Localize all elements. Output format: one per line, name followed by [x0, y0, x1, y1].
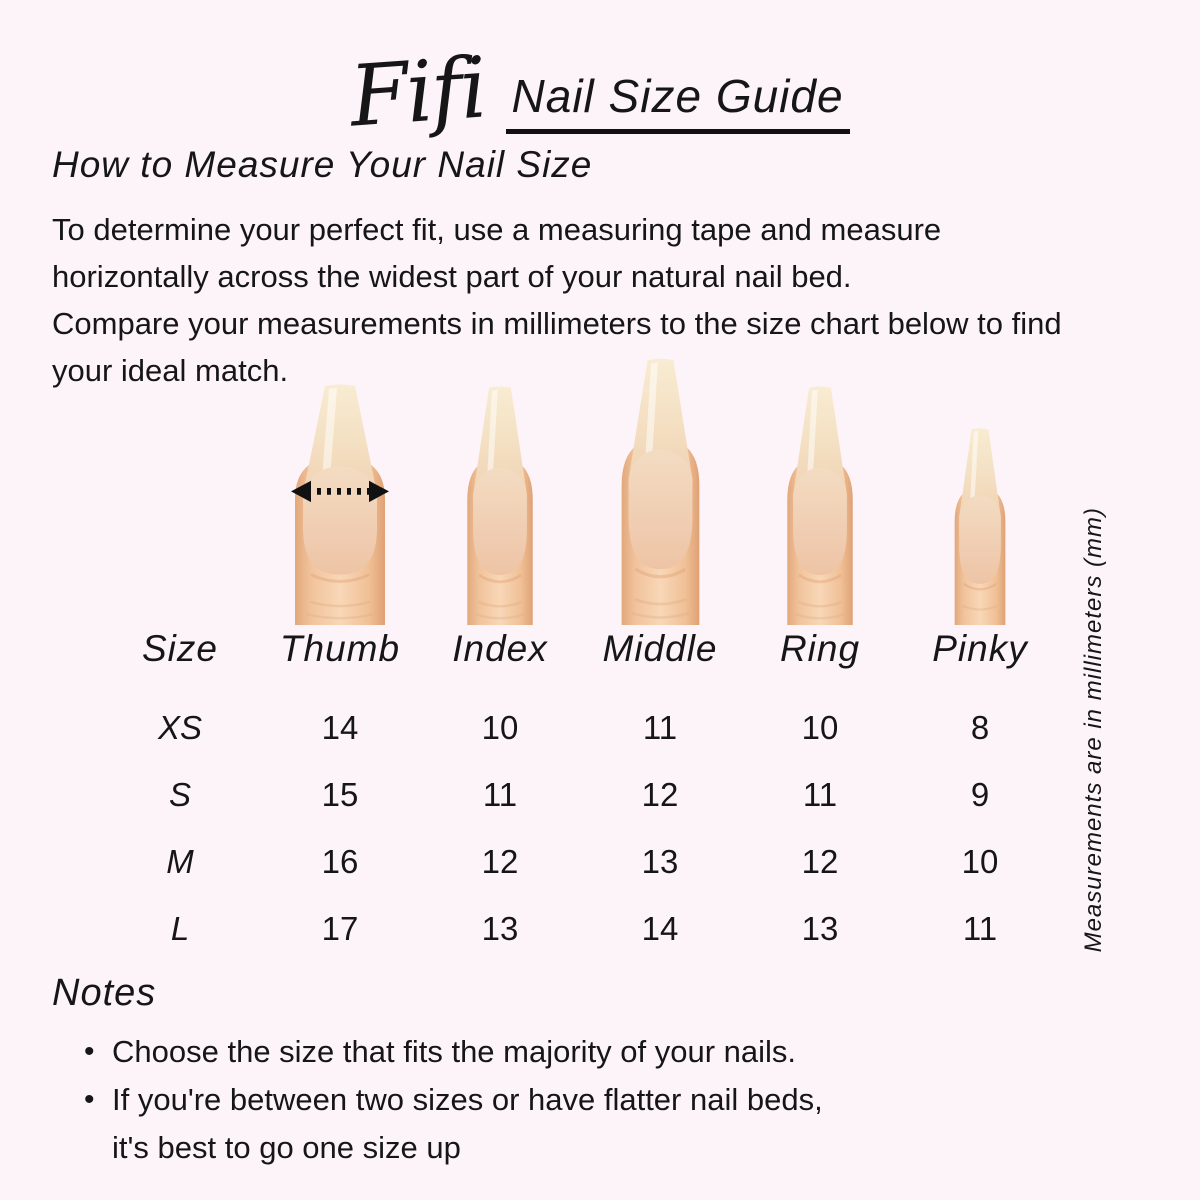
cell-l-middle: 14: [641, 909, 679, 947]
list-item: [84, 1076, 823, 1172]
ring-illustration: [780, 385, 860, 625]
finger-illustrations: [100, 357, 1060, 625]
bullet-icon: •: [84, 1035, 95, 1068]
cell-m-index: 12: [481, 842, 519, 880]
notes-list: [84, 1028, 823, 1172]
bullet-icon: •: [84, 1083, 95, 1116]
thumb-illustration: [285, 383, 395, 625]
cell-l-pinky: 11: [962, 909, 998, 947]
note-text-line: it's best to go one size up: [112, 1130, 461, 1165]
middle-illustration: [613, 357, 708, 625]
cell-s-pinky: 9: [970, 775, 990, 813]
column-header-pinky: Pinky: [932, 628, 1028, 669]
row-label-s: S: [168, 775, 191, 813]
brand-logo: Fifi: [347, 38, 489, 146]
body-text-line: horizontally across the widest part of your natural nail bed.: [52, 259, 852, 294]
index-illustration: [460, 385, 540, 625]
table-row-l: [100, 895, 1060, 962]
table-row-xs: [100, 694, 1060, 761]
notes-heading: Notes: [52, 972, 157, 1014]
row-label-l: L: [170, 909, 190, 947]
header: [0, 24, 1200, 146]
cell-xs-pinky: 8: [970, 708, 990, 746]
cell-xs-thumb: 14: [321, 708, 359, 746]
cell-m-ring: 12: [801, 842, 839, 880]
page-title: Nail Size Guide: [506, 69, 850, 134]
cell-s-middle: 12: [641, 775, 679, 813]
how-to-measure-heading: How to Measure Your Nail Size: [52, 144, 593, 185]
cell-s-ring: 11: [802, 775, 838, 813]
row-label-xs: XS: [157, 708, 203, 746]
table-row-m: [100, 828, 1060, 895]
cell-s-index: 11: [482, 775, 518, 813]
note-text-line: Choose the size that fits the majority of your nails.: [112, 1034, 797, 1069]
note-text-line: If you're between two sizes or have flatter nail beds,: [112, 1082, 823, 1117]
unit-note-text: Measurements are in millimeters (mm): [1080, 507, 1107, 953]
body-text-line: To determine your perfect fit, use a measuring tape and measure: [52, 212, 942, 247]
list-item: [84, 1028, 823, 1076]
cell-m-thumb: 16: [321, 842, 359, 880]
column-header-size: Size: [142, 628, 218, 669]
cell-l-ring: 13: [801, 909, 839, 947]
column-header-thumb: Thumb: [279, 628, 401, 669]
body-text-line: Compare your measurements in millimeters to the size chart below to find: [52, 306, 1062, 341]
column-header-ring: Ring: [779, 628, 861, 669]
cell-xs-index: 10: [481, 708, 519, 746]
cell-s-thumb: 15: [321, 775, 359, 813]
body-text-line: your ideal match.: [52, 353, 289, 388]
table-row-s: [100, 761, 1060, 828]
unit-note: [1068, 507, 1120, 953]
cell-m-pinky: 10: [961, 842, 999, 880]
column-header-middle: Middle: [602, 628, 718, 669]
column-header-index: Index: [452, 628, 548, 669]
cell-xs-ring: 10: [801, 708, 839, 746]
table-header-row: [100, 618, 1060, 680]
cell-l-index: 13: [481, 909, 519, 947]
cell-m-middle: 13: [641, 842, 679, 880]
cell-l-thumb: 17: [321, 909, 359, 947]
pinky-illustration: [949, 427, 1011, 625]
row-label-m: M: [166, 842, 194, 880]
size-chart-table: [100, 618, 1060, 962]
cell-xs-middle: 11: [642, 708, 678, 746]
